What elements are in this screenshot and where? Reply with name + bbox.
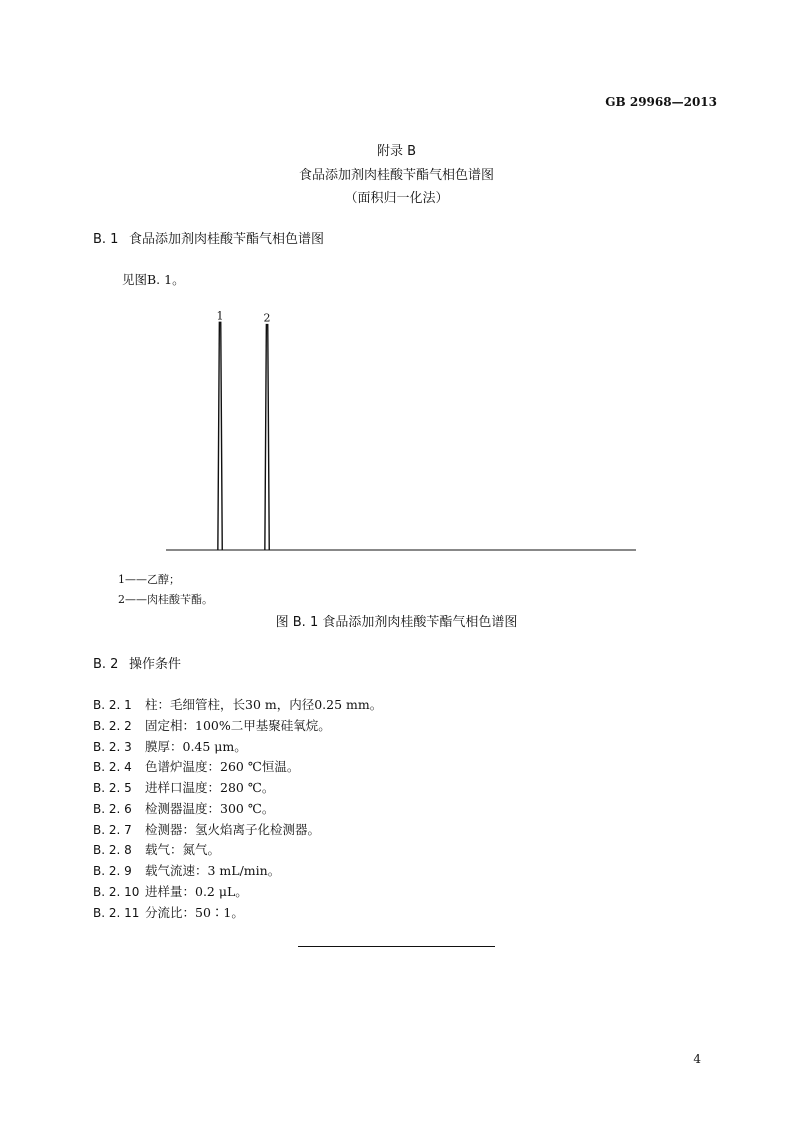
chart-peak-1	[218, 322, 222, 550]
legend-text-2: 肉桂酸苄酯。	[147, 593, 213, 606]
chart-peak-2	[265, 325, 269, 550]
legend-key-2: 2——	[118, 593, 147, 606]
condition-item	[93, 757, 299, 775]
condition-text: 载气流速：3 mL/min。	[145, 863, 281, 878]
legend-item-2	[118, 591, 213, 607]
condition-number: B. 2. 9	[93, 864, 132, 878]
condition-item	[93, 778, 274, 796]
appendix-label: 附录 B	[376, 144, 417, 159]
page-number: 4	[693, 1052, 701, 1066]
legend-key-1: 1——	[118, 573, 147, 586]
condition-item	[93, 882, 248, 900]
section-b2-title: 操作条件	[129, 657, 182, 672]
condition-item	[93, 840, 220, 858]
legend-item-1	[118, 571, 180, 587]
condition-text: 检测器温度：300 ℃。	[145, 801, 275, 816]
section-b1-heading	[93, 228, 324, 247]
condition-text: 分流比：50∶1。	[145, 905, 244, 920]
condition-item	[93, 737, 247, 755]
condition-number: B. 2. 4	[93, 760, 132, 774]
condition-text: 柱：毛细管柱，长30 m，内径0.25 mm。	[145, 697, 383, 712]
condition-text: 色谱炉温度：260 ℃恒温。	[145, 759, 300, 774]
condition-item	[93, 861, 280, 879]
section-b1-text: 见图B. 1。	[122, 272, 185, 287]
condition-text: 进样口温度：280 ℃。	[145, 780, 275, 795]
condition-number: B. 2. 10	[93, 885, 140, 899]
condition-text: 膜厚：0.45 μm。	[145, 739, 247, 754]
condition-number: B. 2. 11	[93, 906, 140, 920]
condition-number: B. 2. 1	[93, 698, 132, 712]
condition-text: 进样量：0.2 μL。	[145, 884, 248, 899]
chromatogram-chart	[160, 300, 640, 555]
condition-number: B. 2. 7	[93, 823, 132, 837]
condition-text: 固定相：100%二甲基聚硅氧烷。	[145, 718, 331, 733]
condition-item	[93, 716, 331, 734]
condition-text: 检测器：氢火焰离子化检测器。	[145, 822, 321, 837]
condition-number: B. 2. 3	[93, 740, 132, 754]
condition-item	[93, 695, 382, 713]
section-b2-number: B. 2	[93, 657, 119, 672]
condition-number: B. 2. 5	[93, 781, 132, 795]
end-rule	[298, 946, 495, 947]
condition-item	[93, 820, 320, 838]
appendix-subtitle: （面积归一化法）	[344, 191, 449, 206]
legend-text-1: 乙醇；	[147, 573, 180, 586]
chart-peak-label-2: 2	[263, 311, 271, 325]
condition-text: 载气：氮气。	[145, 842, 221, 857]
section-b1-number: B. 1	[93, 232, 119, 247]
condition-number: B. 2. 2	[93, 719, 132, 733]
condition-item	[93, 903, 244, 921]
section-b2-heading	[93, 653, 181, 672]
figure-caption: 图 B. 1 食品添加剂肉桂酸苄酯气相色谱图	[275, 615, 518, 630]
appendix-title: 食品添加剂肉桂酸苄酯气相色谱图	[298, 168, 494, 183]
condition-item	[93, 799, 274, 817]
condition-number: B. 2. 6	[93, 802, 132, 816]
chart-peak-label-1: 1	[216, 309, 224, 323]
condition-number: B. 2. 8	[93, 843, 132, 857]
standard-code: GB 29968—2013	[605, 95, 717, 109]
section-b1-title: 食品添加剂肉桂酸苄酯气相色谱图	[129, 232, 325, 247]
